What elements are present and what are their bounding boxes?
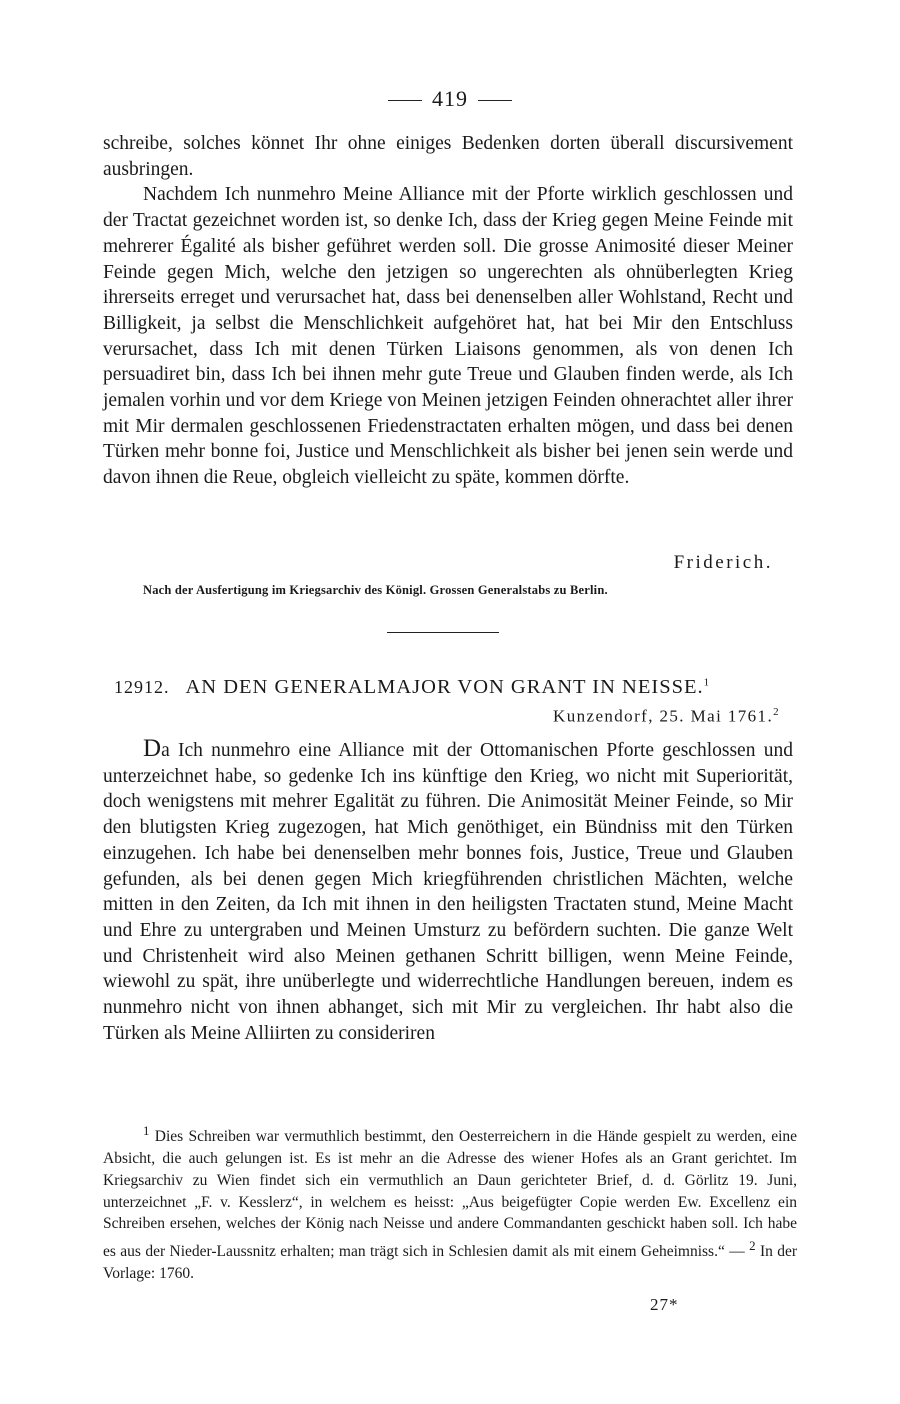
footnote-1 — [103, 1120, 797, 1285]
continuation-paragraph-2: Nachdem Ich nunmehro Meine Alliance mit der Pforte wirklich geschlossen und der Tractat gezeichnet worden ist, so denke Ich, dass der Krieg gegen Meine Feinde mit mehrerer Égalité als bisher geführet werden soll. Die grosse Animosité dieser Meiner Feinde gegen Mich, welche den jetzigen so ungerechten als ohnüberlegten Krieg ihrerseits erreget und verursachet hat, dass bei denenselben aller Wohlstand, Recht und Billigkeit, ja selbst die Menschlichkeit aufgehöret hat, hat bei Mir den Entschluss verursachet, dass Ich mit denen Türken Liaisons genommen, als von denen Ich persuadiret bin, dass Ich bei ihnen mehr gute Treue und Glauben finden werde, als Ich jemalen vorhin und vor dem Kriege von Meinen jetzigen Feinden ohnerachtet aller ihrer mit Mir dermalen geschlossenen Friedenstractaten erhalten mögen, und dass bei denen Türken mehr bonne foi, Justice und Menschlichkeit als bisher bei jenen sein werde und davon ihnen die Reue, obgleich vielleicht zu späte, kommen dörfte. — [103, 184, 793, 489]
letter-title: AN DEN GENERALMAJOR VON GRANT IN NEISSE. — [185, 676, 704, 698]
letter-body-text: a Ich nunmehro eine Alliance mit der Ottomanischen Pforte geschlossen und unterzeichnet habe, so gedenke Ich ins künftige den Krieg, wo nicht mit Superiorität, doch wenigstens mit mehrer Egalität zu führen. Die Animosität Meiner Feinde, so Mir den blutigsten Krieg zugezogen, hat Mich genöthiget, ein Bündniss mit den Türken einzugehen. Ich habe bei denenselben mehr bonnes fois, Justice, Treue und Glauben gefunden, als bei denen gegen Mich kriegführenden christlichen Mächten, welche mitten in den Zeiten, da Ich mit ihnen in den heiligsten Tractaten stund, Meine Macht und Ehre zu untergraben und Meinen Umsturz zu befördern suchten. Die ganze Welt und Christenheit wird also Meinen gethanen Schritt billigen, wenn Meine Feinde, wiewohl zu spät, ihre unüberlegte und widerrechtliche Handlungen bereuen, indem es nunmehro nicht von ihnen abhanget, sich mit Mir zu vergleichen. Ihr habt also die Türken als Meine Alliirten zu consideriren — [103, 740, 793, 1044]
place-date-footnote-ref: 2 — [773, 706, 780, 718]
continuation-paragraph-1: schreibe, solches könnet Ihr ohne einiges Bedenken dorten überall discursivement ausbringen. — [103, 133, 793, 180]
section-separator — [387, 632, 499, 633]
page-number: 419 — [432, 86, 468, 111]
title-footnote-ref: 1 — [703, 676, 710, 689]
place-date-text: Kunzendorf, 25. Mai 1761. — [553, 706, 774, 726]
footnote-2-text: In der Vorlage: 1760. — [103, 1243, 798, 1283]
footnotes — [103, 1120, 797, 1285]
footnote-2-marker: 2 — [749, 1238, 756, 1254]
letter-number: 12912. — [114, 677, 170, 697]
letter-paragraph — [103, 736, 793, 1046]
sheet-signature-mark: 27* — [650, 1295, 679, 1314]
signature: Friderich. — [673, 552, 773, 573]
letter-body — [103, 736, 793, 1046]
page-header — [0, 86, 900, 112]
letter-heading — [114, 676, 804, 699]
letter-place-date — [553, 706, 780, 727]
continuation-text — [103, 131, 793, 491]
header-dash-left — [388, 100, 422, 101]
header-dash-right — [478, 100, 512, 101]
letter-dropcap: D — [143, 735, 162, 762]
footnote-1-text: Dies Schreiben war vermuthlich bestimmt, den Oesterreichern in die Hände gespielt zu werden, eine Absicht, die auch gelungen ist. Es ist mehr an die Adresse des wiener Hofes als an Grant gerichtet. Im Kriegsarchiv zu Wien findet sich ein vermuthlich an Daun gerichteter Brief, d. d. Görlitz 19. Juni, unterzeichnet „F. v. Kesslerz“, in welchem es heisst: „Aus beigefügter Copie werden Ew. Excellenz ein Schreiben ersehen, welches der König nach Neisse und andere Commandanten geschickt haben soll. Ich habe es aus der Nieder-Laussnitz erhalten; man trägt sich in Schlesien damit als mit einem Geheimniss.“ — — [103, 1128, 798, 1261]
footnote-1-marker: 1 — [143, 1123, 150, 1138]
source-note: Nach der Ausfertigung im Kriegsarchiv des Königl. Grossen Generalstabs zu Berlin. — [143, 583, 608, 597]
